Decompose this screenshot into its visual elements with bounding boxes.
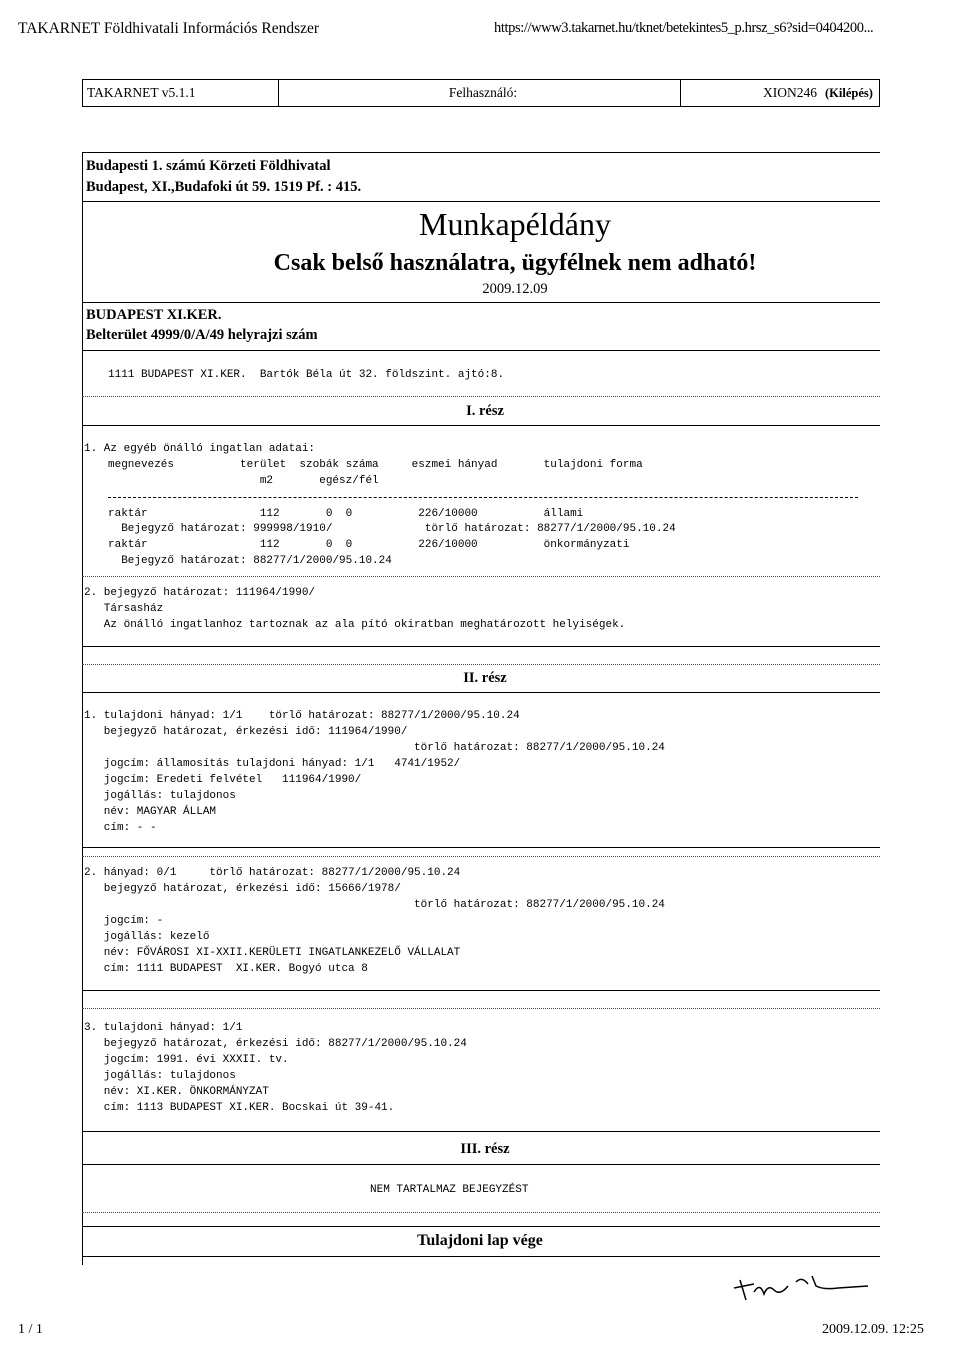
dotted-divider <box>82 1008 880 1009</box>
watermark-date: 2009.12.09 <box>482 281 548 297</box>
owner-entry-line: cím: 1113 BUDAPEST XI.KER. Bocskai út 39-41. <box>84 1102 395 1114</box>
property-address: 1111 BUDAPEST XI.KER. Bartók Béla út 32. földszint. ajtó:8. <box>108 369 505 381</box>
owner-entry-line: törlő határozat: 88277/1/2000/95.10.24 <box>84 899 665 911</box>
part1-columns: megnevezés terület szobák száma eszmei hányad tulajdoni forma <box>108 459 643 471</box>
office-address: Budapest, XI.,Budafoki út 59. 1519 Pf. : 415. <box>86 179 362 195</box>
part1-bottom-rule <box>82 646 880 647</box>
logout-link[interactable]: (Kilépés) <box>825 86 873 100</box>
owner-entry-line: jogállás: tulajdonos <box>84 1070 236 1082</box>
owner-entry-line: jogcím: Eredeti felvétel 111964/1990/ <box>84 774 362 786</box>
office-name: Budapesti 1. számú Körzeti Földhivatal <box>86 158 331 174</box>
signature-scribble <box>728 1262 878 1307</box>
header-rule <box>82 201 880 202</box>
part3-rule <box>82 1164 880 1165</box>
owner-entry-line: név: MAGYAR ÁLLAM <box>84 806 217 818</box>
property-parcel: Belterület 4999/0/A/49 helyrajzi szám <box>86 327 318 343</box>
part1-row: Bejegyző határozat: 999998/1910/ törlő határozat: 88277/1/2000/95.10.24 <box>108 523 676 535</box>
property-rule <box>82 302 880 303</box>
topbar-divider <box>680 80 681 106</box>
part1-rule <box>82 425 880 426</box>
part1-item1-title: 1. Az egyéb önálló ingatlan adatai: <box>84 443 316 455</box>
part1-units: m2 egész/fél <box>108 475 379 487</box>
dotted-divider <box>82 1212 880 1213</box>
frame-left-border <box>82 152 83 1265</box>
owner-entry-line: bejegyző határozat, érkezési idő: 88277/1/2000/95.10.24 <box>84 1038 467 1050</box>
owner-entry-line: bejegyző határozat, érkezési idő: 15666/1978/ <box>84 883 401 895</box>
app-version: TAKARNET v5.1.1 <box>87 85 196 100</box>
topbar-divider <box>278 80 279 106</box>
part1-row: raktár 112 0 0 226/10000 állami <box>108 508 584 520</box>
owner-entry-line: 2. hányad: 0/1 törlő határozat: 88277/1/2000/95.10.24 <box>84 867 461 879</box>
part1-dash-rule <box>108 497 858 498</box>
part1-row: Bejegyző határozat: 88277/1/2000/95.10.24 <box>108 555 392 567</box>
part2-bottom-rule <box>82 1131 880 1132</box>
owner-entry-line: jogállás: tulajdonos <box>84 790 236 802</box>
owner-entry-line: jogcím: 1991. évi XXXII. tv. <box>84 1054 289 1066</box>
part3-text: NEM TARTALMAZ BEJEGYZÉST <box>370 1184 529 1196</box>
user-value: XION246 <box>763 85 817 100</box>
browser-title: TAKARNET Földhivatali Információs Rendszer <box>18 20 320 37</box>
browser-url[interactable]: https://www3.takarnet.hu/tknet/betekintes5_p.hrsz_s6?sid=0404200... <box>494 20 874 36</box>
owner-entry-line: név: XI.KER. ÖNKORMÁNYZAT <box>84 1086 269 1098</box>
entry-rule <box>82 847 880 848</box>
part1-row: raktár 112 0 0 226/10000 önkormányzati <box>108 539 630 551</box>
part2-heading: II. rész <box>463 670 507 686</box>
owner-entry-line: bejegyző határozat, érkezési idő: 111964/1990/ <box>84 726 408 738</box>
owner-entry-line: 3. tulajdoni hányad: 1/1 <box>84 1022 243 1034</box>
part1-item2-line: Az önálló ingatlanhoz tartoznak az ala pító okiratban meghatározott helyiségek. <box>84 619 626 631</box>
header-top-rule <box>82 152 880 153</box>
entry-rule <box>82 990 880 991</box>
dotted-divider <box>82 396 880 397</box>
owner-entry-line: törlő határozat: 88277/1/2000/95.10.24 <box>84 742 665 754</box>
part2-rule <box>82 692 880 693</box>
owner-entry-line: név: FŐVÁROSI XI-XXII.KERÜLETI INGATLANKEZELŐ VÁLLALAT <box>84 947 461 959</box>
property-rule-bottom <box>82 350 880 351</box>
app-topbar <box>82 79 880 107</box>
watermark-subtitle: Csak belső használatra, ügyfélnek nem adható! <box>273 250 757 276</box>
owner-entry-line: jogcím: - <box>84 915 164 927</box>
dotted-divider <box>82 576 880 577</box>
owner-entry-line: jogcím: államosítás tulajdoni hányad: 1/1 4741/1952/ <box>84 758 461 770</box>
page-count: 1 / 1 <box>18 1322 43 1337</box>
property-district: BUDAPEST XI.KER. <box>86 307 222 323</box>
owner-entry-line: cím: - - <box>84 822 157 834</box>
user-label: Felhasználó: <box>448 85 518 100</box>
part1-item2-title: 2. bejegyző határozat: 111964/1990/ <box>84 587 316 599</box>
part1-heading: I. rész <box>466 403 504 419</box>
part3-heading: III. rész <box>460 1141 510 1157</box>
watermark-title: Munkapéldány <box>419 206 611 242</box>
part1-item2-line: Társasház <box>84 603 164 615</box>
dotted-divider <box>82 664 880 665</box>
end-rule-top <box>82 1226 880 1227</box>
end-rule-bottom <box>82 1256 880 1257</box>
end-label: Tulajdoni lap vége <box>417 1232 543 1249</box>
dotted-divider <box>82 856 880 857</box>
owner-entry-line: jogállás: kezelő <box>84 931 210 943</box>
print-datetime: 2009.12.09. 12:25 <box>822 1322 924 1337</box>
owner-entry-line: 1. tulajdoni hányad: 1/1 törlő határozat: 88277/1/2000/95.10.24 <box>84 710 520 722</box>
owner-entry-line: cím: 1111 BUDAPEST XI.KER. Bogyó utca 8 <box>84 963 368 975</box>
